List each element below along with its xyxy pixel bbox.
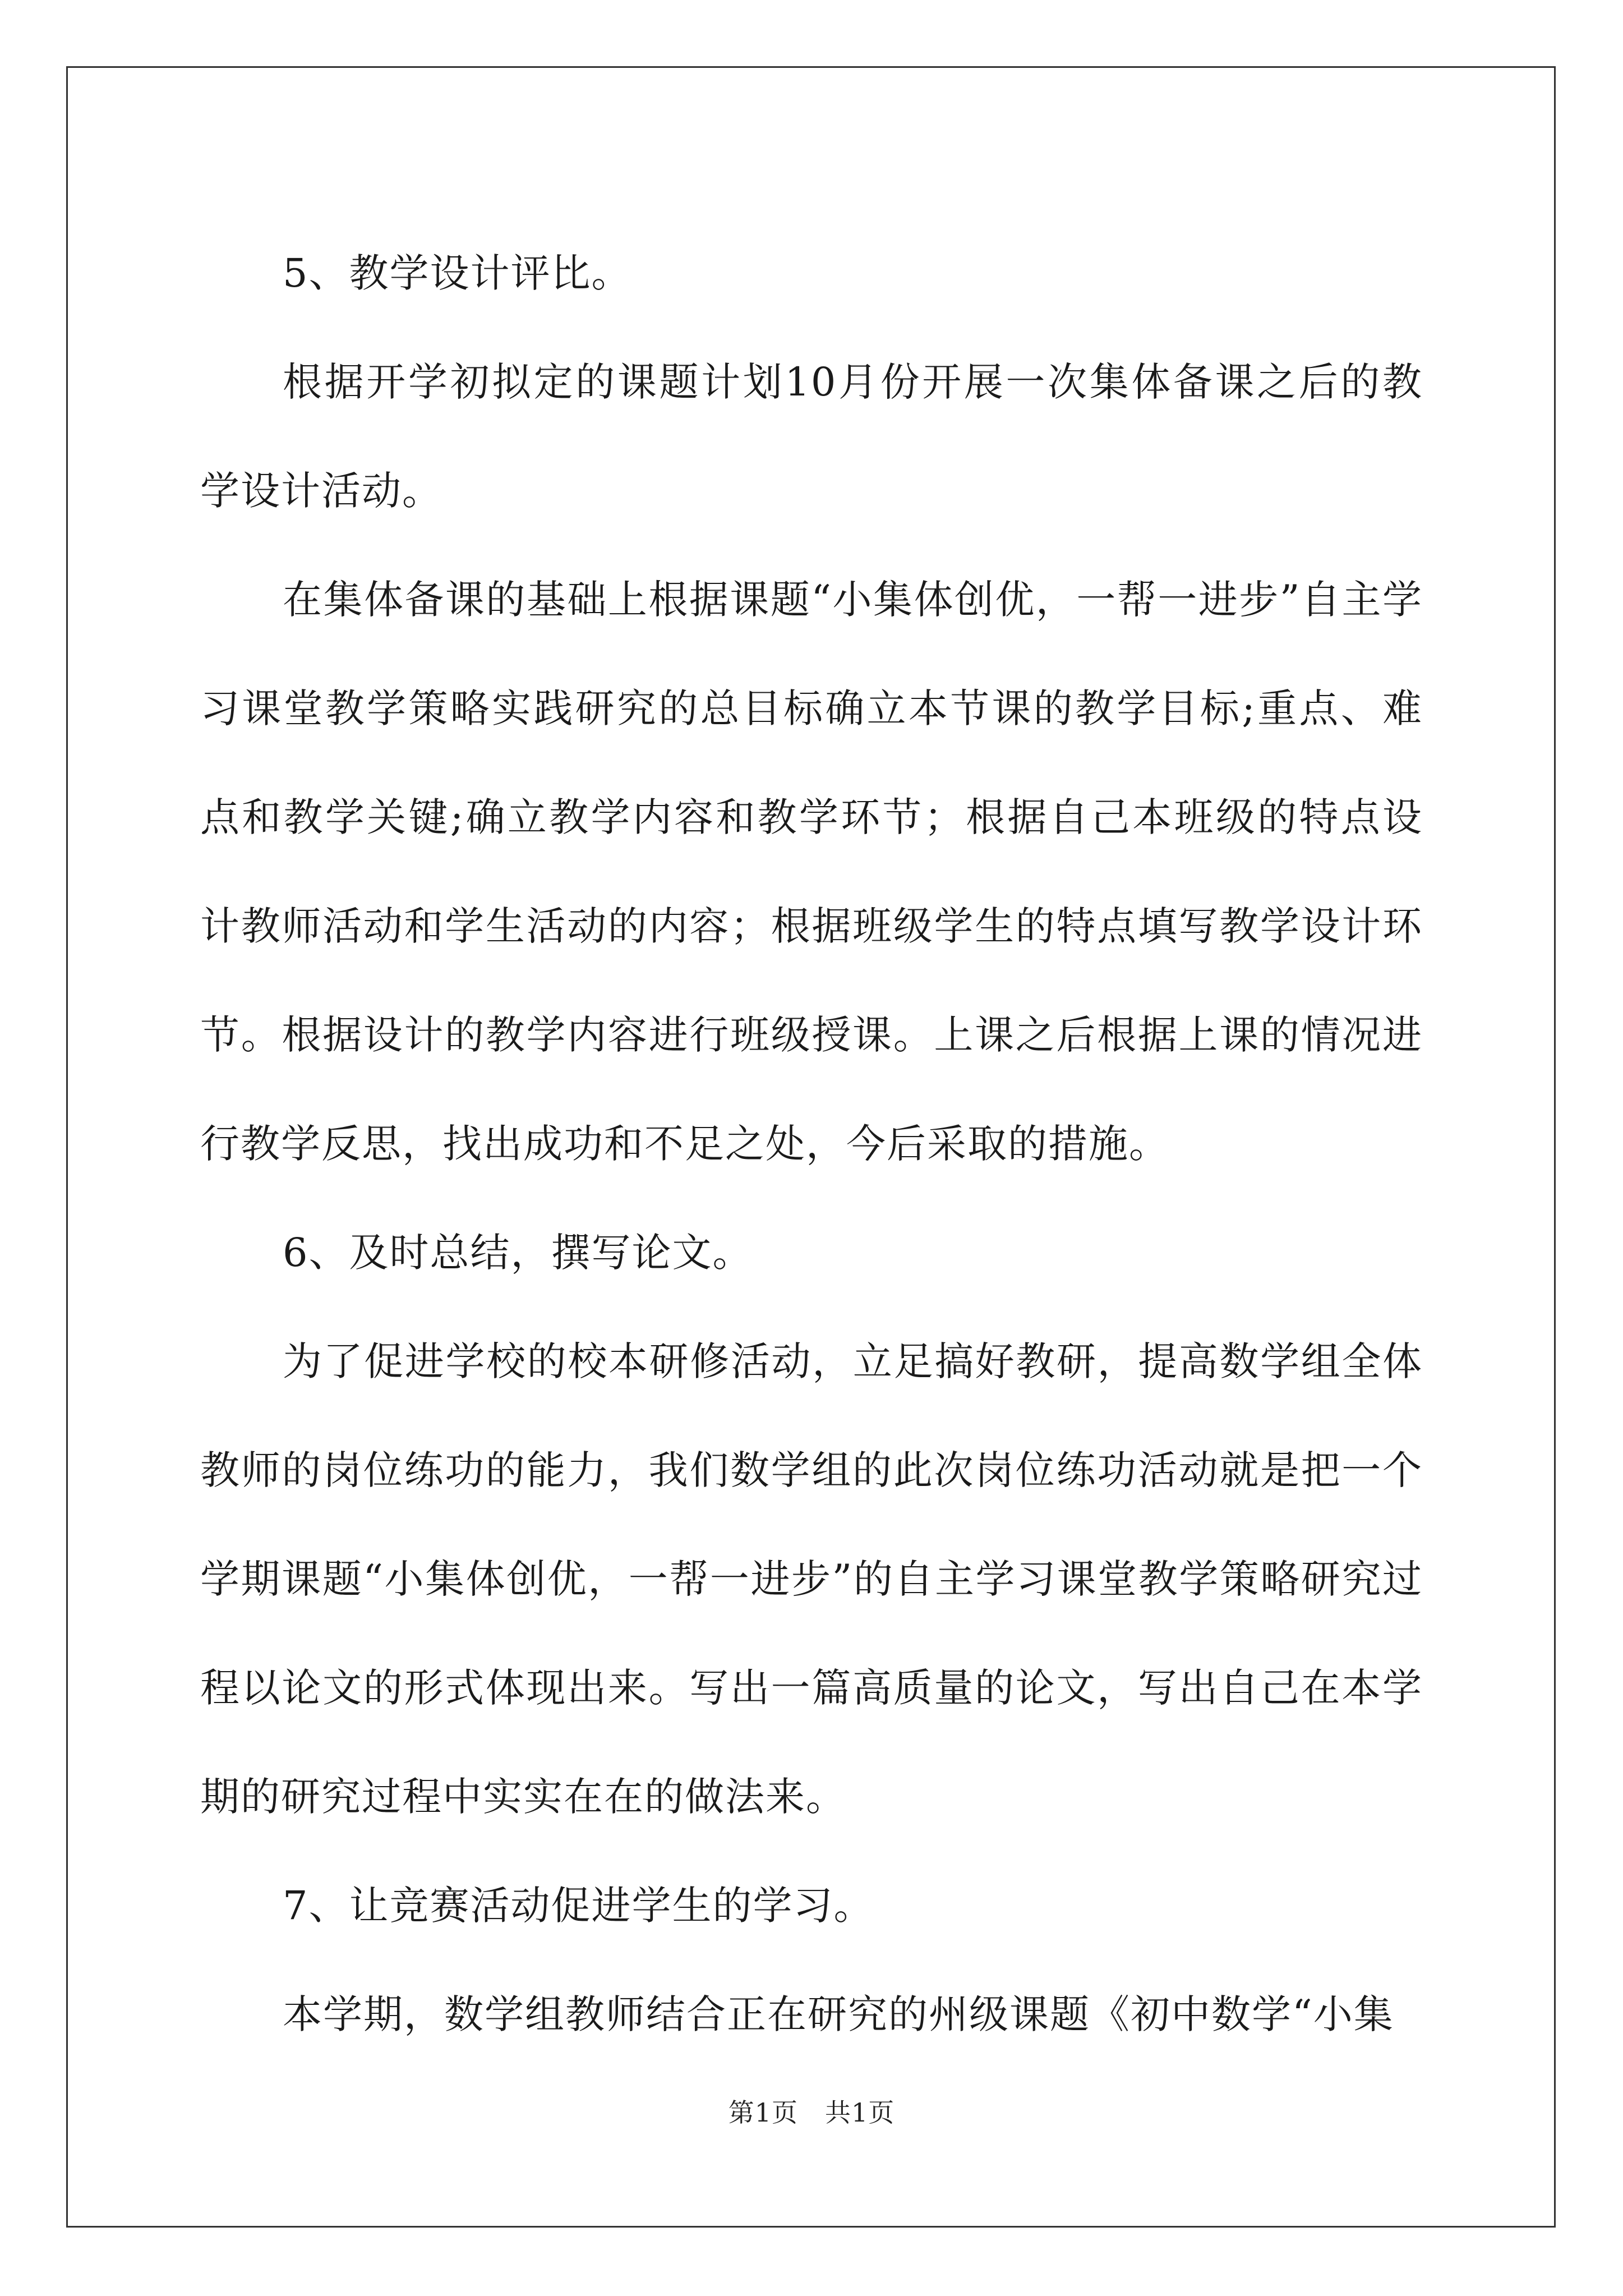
paragraph: 根据开学初拟定的课题计划10月份开展一次集体备课之后的教学设计活动。 (200, 359, 1423, 514)
section-heading-5: 5、教学设计评比。 (283, 250, 632, 296)
paragraph: 本学期，数学组教师结合正在研究的州级课题《初中数学“小集 (283, 1991, 1394, 2037)
page-total: 共1页 (825, 2097, 895, 2128)
page-footer (0, 2092, 1623, 2129)
section-heading-7: 7、让竞赛活动促进学生的学习。 (283, 1883, 874, 1929)
paragraph: 为了促进学校的校本研修活动，立足搞好教研，提高数学组全体教师的岗位练功的能力，我们数学组的此次岗位练功活动就是把一个学期课题“小集体创优，一帮一进步”的自主学习课堂教学策略研究过程以论文的形式体现出来。写出一篇高质量的论文，写出自己在本学期的研究过程中实实在在的做法来。 (200, 1338, 1423, 1820)
page-number: 第1页 (728, 2097, 798, 2128)
section-heading-6: 6、及时总结，撰写论文。 (283, 1230, 753, 1276)
document-body (200, 219, 1423, 2069)
paragraph: 在集体备课的基础上根据课题“小集体创优，一帮一进步”自主学习课堂教学策略实践研究的总目标确立本节课的教学目标;重点、难点和教学关键;确立教学内容和教学环节；根据自己本班级的特点设计教师活动和学生活动的内容；根据班级学生的特点填写教学设计环节。根据设计的教学内容进行班级授课。上课之后根据上课的情况进行教学反思，找出成功和不足之处，今后采取的措施。 (200, 577, 1423, 1167)
